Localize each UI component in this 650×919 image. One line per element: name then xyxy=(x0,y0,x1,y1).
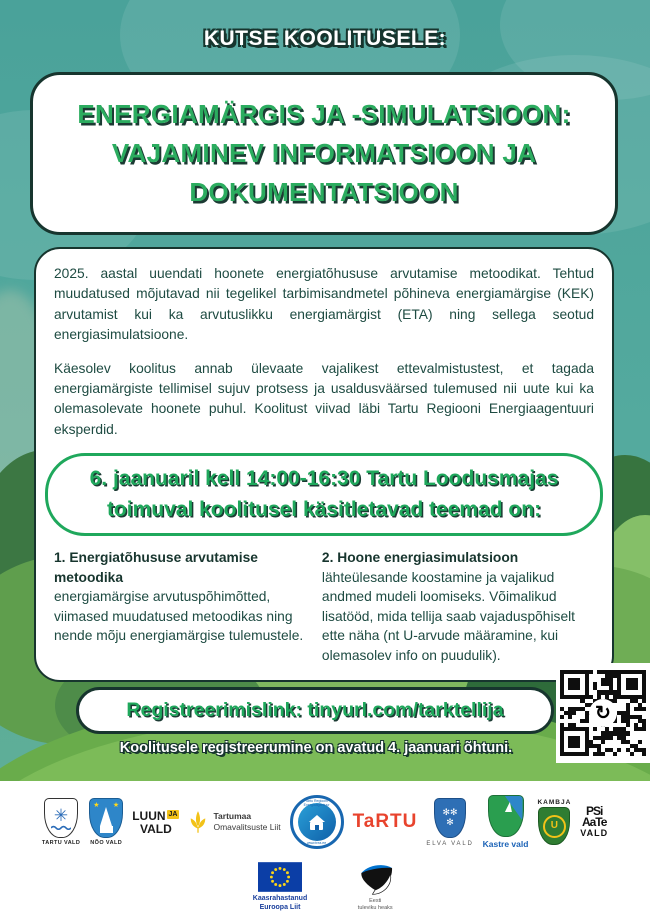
logo-label: TARTU VALD xyxy=(41,840,81,846)
monogram-line: AaTe xyxy=(581,814,607,829)
poster-title-line-3: DOKUMENTATSIOON xyxy=(189,177,459,207)
house-body-icon xyxy=(310,822,323,830)
logo-tartu-linn xyxy=(353,811,418,833)
title-card xyxy=(30,72,618,235)
logo-tartu-vald xyxy=(42,798,80,846)
logo-label-line: Tartumaa xyxy=(213,811,252,822)
ornament-icon: ✻✻ xyxy=(442,806,458,817)
tuning-fork-icon xyxy=(543,815,566,838)
topic-2-body: lähteülesande koostamine ja vajalikud andmed mudeli loomiseks. Võimalikud lisatööd, mida tellija saab vajaduspõhiselt ette näha (nt U-arvude määramine, kui olemasolev info on puudulik). xyxy=(321,569,576,664)
trea-ring-text: Tartu Regiooni Energiaagentuur xyxy=(303,799,330,807)
grain-leaf-icon xyxy=(188,809,208,835)
event-banner xyxy=(45,453,603,536)
logo-tartumaa-omavalitsuste-liit xyxy=(188,809,280,835)
registration-deadline-note: Koolitusele registreerumine on avatud 4. jaanuari õhtuni. xyxy=(119,740,513,756)
logo-estonia-flag-mark xyxy=(353,862,397,912)
logo-noo-vald xyxy=(89,798,123,846)
registration-link-text: Registreerimislink: tinyurl.com/tarktellija xyxy=(126,699,504,721)
content-card xyxy=(34,247,614,682)
circular-arrow-icon: ↻ xyxy=(595,702,611,724)
eu-flag-icon xyxy=(258,862,302,892)
church-spire-icon xyxy=(100,807,112,826)
topic-1 xyxy=(54,548,306,665)
topic-1-heading: 1. Energiatõhususe arvutamise metoodika xyxy=(54,550,258,585)
house-door-icon xyxy=(315,825,319,830)
estonia-swoosh-icon xyxy=(353,862,397,896)
logo-word: VALD xyxy=(139,821,172,836)
registration-link[interactable] xyxy=(76,687,554,734)
kastre-vald-crest-icon xyxy=(488,795,524,837)
logo-word: LUUN xyxy=(132,808,166,823)
logo-label: VALD xyxy=(580,828,609,839)
qr-center-logo xyxy=(589,699,617,727)
logo-eu-cofunded xyxy=(253,862,307,913)
logo-luunja-vald xyxy=(132,810,179,835)
partner-logo-row xyxy=(0,781,650,854)
topics-columns xyxy=(54,548,594,665)
tartu-vald-crest-icon xyxy=(44,798,78,838)
logo-kambja-vald xyxy=(537,799,571,845)
kicker-text: KUTSE KOOLITUSELE: xyxy=(203,27,447,50)
logo-label: Kastre vald xyxy=(482,839,529,849)
flower-icon: ✳ xyxy=(53,805,69,825)
logo-label-line: Omavalitsuste Liit xyxy=(213,822,281,832)
event-banner-text: 6. jaanuaril kell 14:00-16:30 Tartu Loodusmajas toimuval koolitusel käsitletavad teemad on: xyxy=(89,467,559,521)
intro-paragraph-1: 2025. aastal uuendati hoonete energiatõhususe arvutamise metoodikat. Tehtud muudatused mõjutavad nii tegelikel tarbimisandmetel põhineva energiamärgise (KEK) arvutamist kui ka arvutuslikku energiamärgist (ETA) ning sellega seotud energiasimulatsioone. xyxy=(54,266,594,343)
logo-label: NÕO VALD xyxy=(90,840,123,846)
funding-logo-row xyxy=(0,862,650,913)
poster-title-line-2: VAJAMINEV INFORMATSIOON JA xyxy=(111,138,537,168)
logo-label: KAMBJA xyxy=(537,799,572,806)
topic-1-body: energiamärgise arvutuspõhimõtted, viimased muudatused metoodikas ning nende mõju energiamärgise tulemustele. xyxy=(54,589,304,644)
partner-footer xyxy=(0,781,650,919)
logo-elva-vald xyxy=(426,798,473,847)
elva-vald-crest-icon xyxy=(434,798,466,838)
shield-letter: U xyxy=(550,820,558,831)
sail-icon xyxy=(505,802,512,812)
eu-label-line: Kaasrahastanud xyxy=(252,895,308,902)
wave-icon xyxy=(51,824,71,830)
star-icon: ★ xyxy=(93,802,100,809)
house-roof-icon xyxy=(309,815,325,822)
logo-label: ELVA VALD xyxy=(426,840,474,847)
logo-word-accent: JA xyxy=(168,810,178,818)
qr-pattern xyxy=(560,670,646,756)
intro-paragraph-2: Käesolev koolitus annab ülevaate vajalikest ettevalmistustest, et tagada energiamärgiste tellimisel sujuv protsess ja usaldusväärsed tulemused nii uute kui ka olemasolevate hoonete puhul. Koolitust viivad läbi Tartu Regiooni Energiaagentuuri eksperdid. xyxy=(54,360,594,437)
noo-vald-crest-icon xyxy=(89,798,123,838)
kambja-crest-icon xyxy=(538,807,570,845)
trea-url-text: www.trea.ee xyxy=(306,841,327,845)
star-icon: ★ xyxy=(112,802,120,809)
logo-peipsiaare-vald xyxy=(580,803,609,839)
monogram-line: PSi xyxy=(586,803,603,818)
ornament-icon: ✻ xyxy=(446,816,454,827)
logo-trea xyxy=(290,795,344,849)
eu-label-line: Euroopa Liit xyxy=(259,903,301,911)
registration-qr-code[interactable] xyxy=(556,663,650,763)
topic-2 xyxy=(322,548,594,665)
topic-2-heading: 2. Hoone energiasimulatsioon xyxy=(321,550,519,566)
logo-kastre-vald xyxy=(483,795,529,849)
ee-label-line: tuleviku heaks xyxy=(357,904,393,911)
church-base-icon xyxy=(100,826,113,833)
poster-title-line-1: ENERGIAMÄRGIS JA -SIMULATSIOON: xyxy=(77,99,571,129)
ee-label-line: Eesti xyxy=(369,898,382,904)
tartu-wordmark: TaRTU xyxy=(352,811,418,832)
trea-house-icon xyxy=(298,803,336,841)
